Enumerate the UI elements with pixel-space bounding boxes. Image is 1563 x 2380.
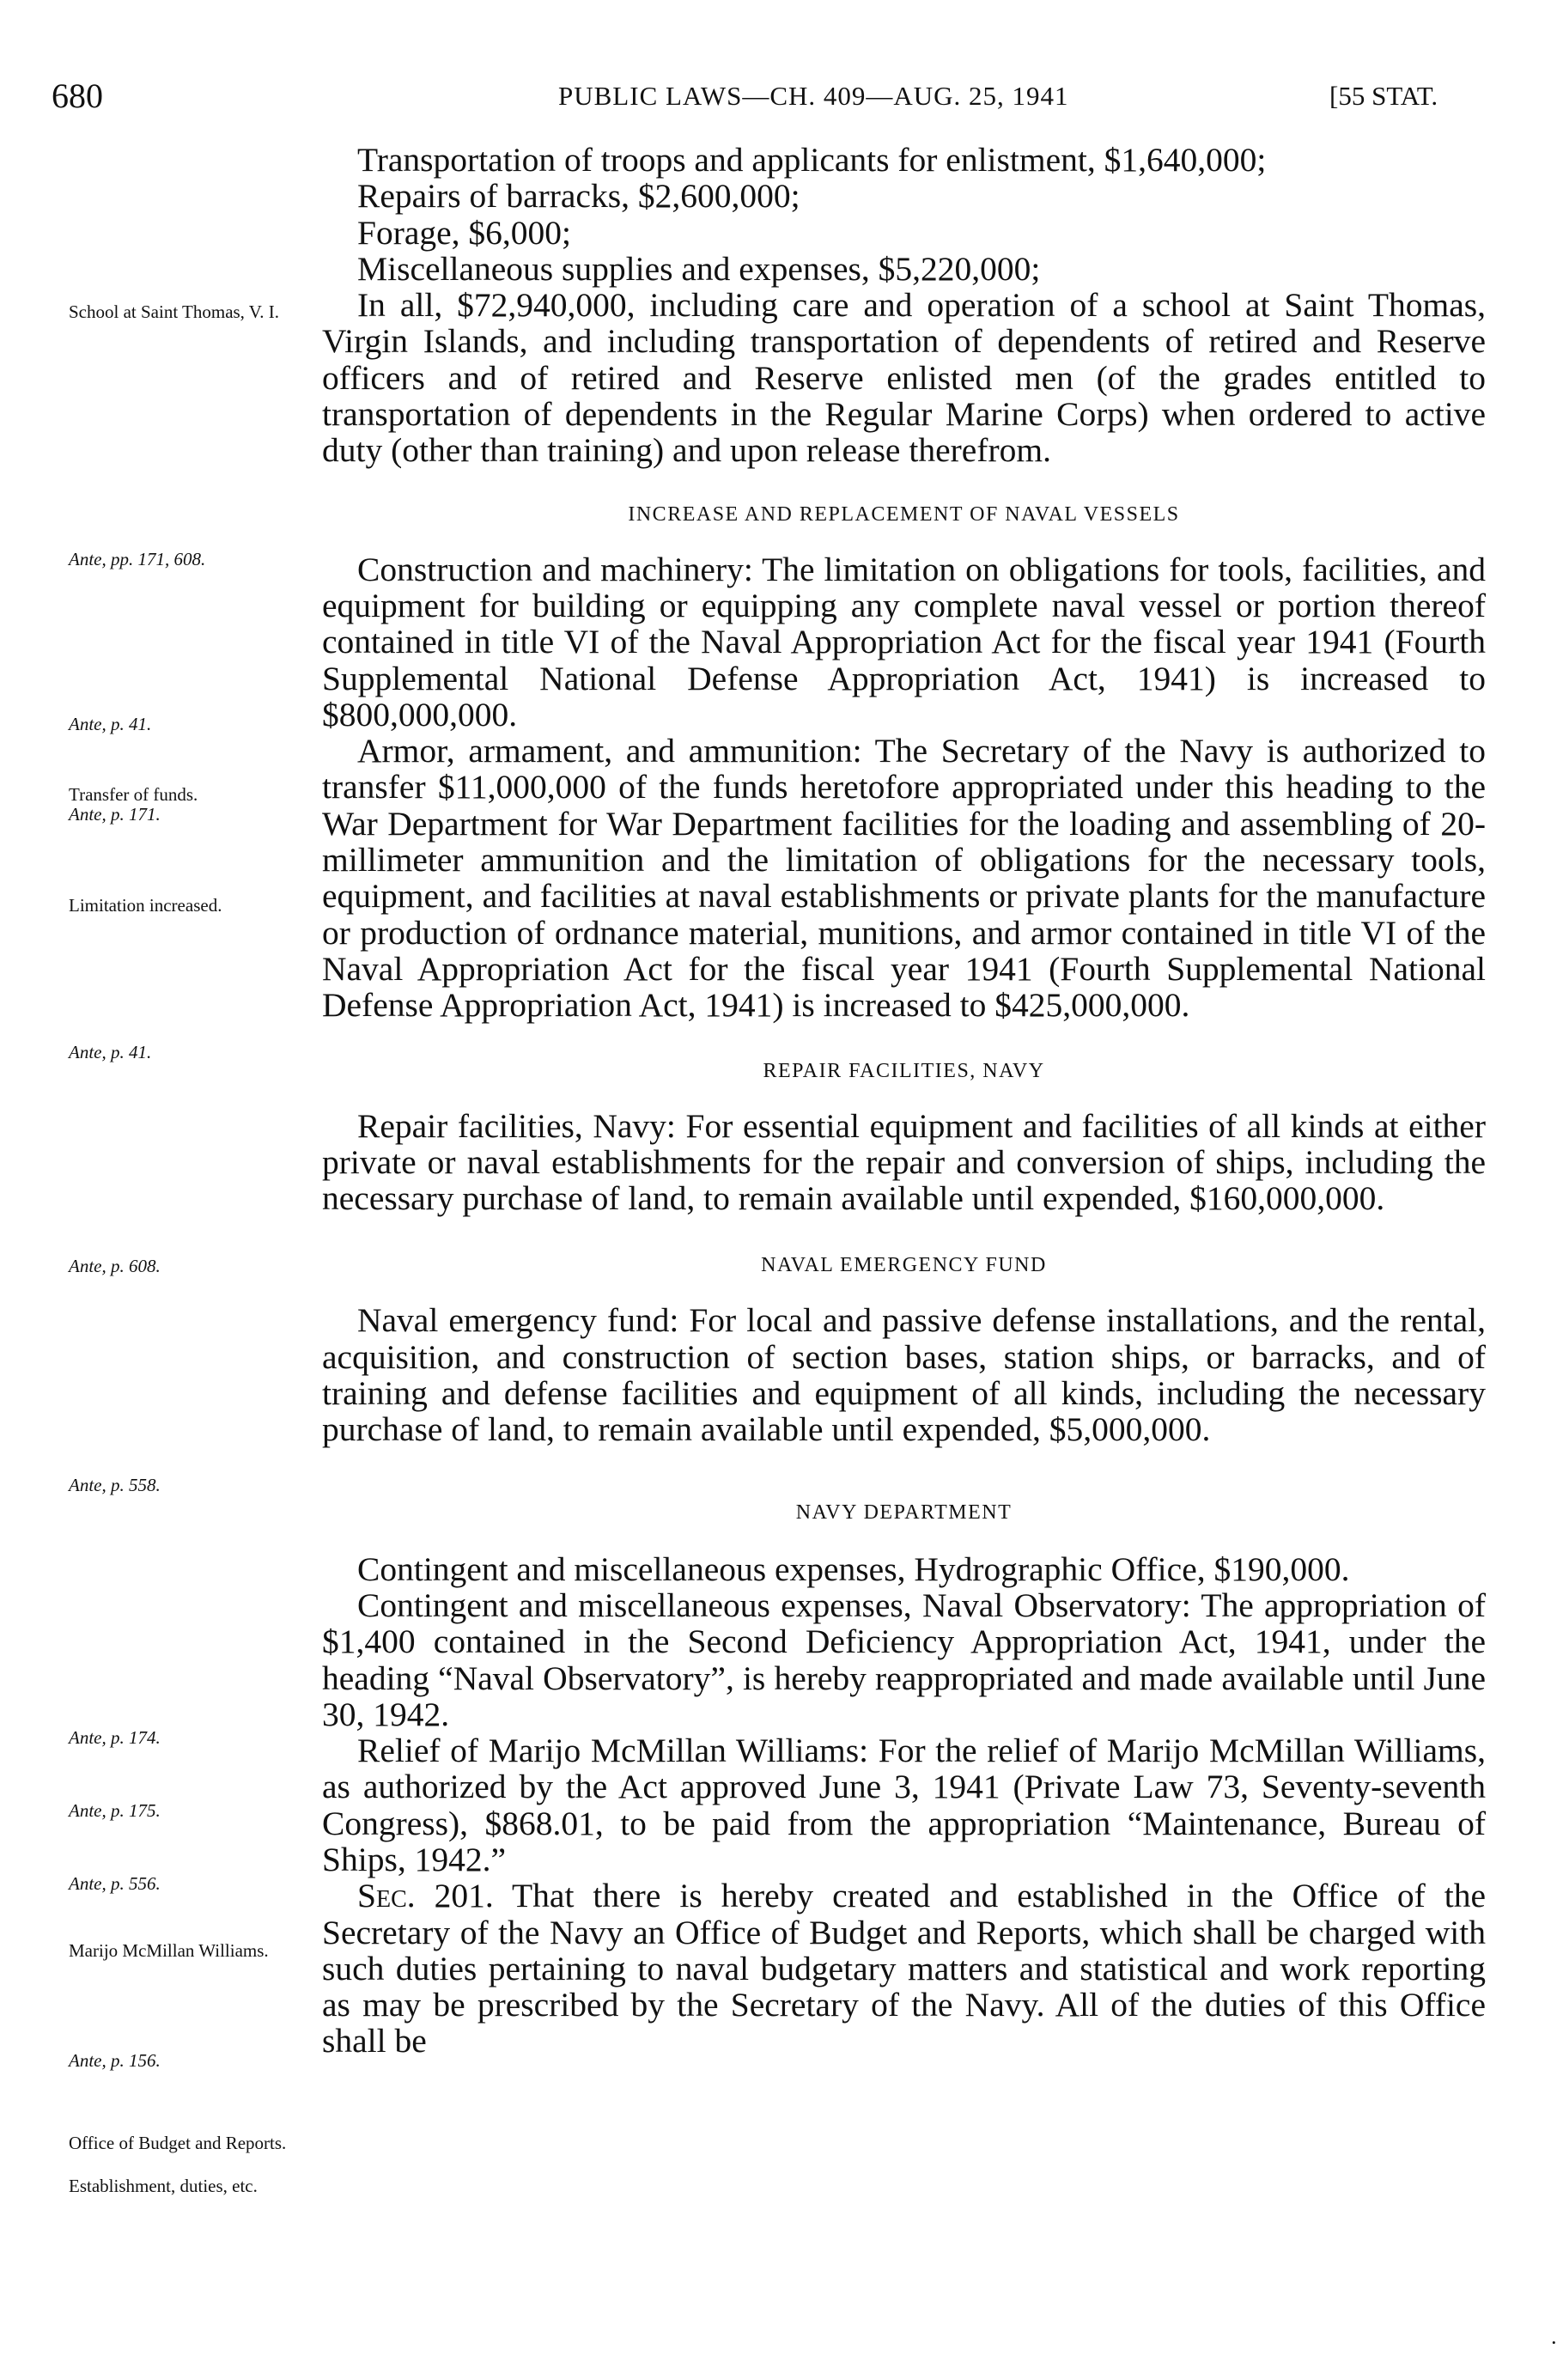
paragraph-repair-facilities: Repair facilities, Navy: For essential equipment and facilities of all kinds at either private or naval establishments for the repair and conversion of ships, including the necessary purchase of land, to remain available until expended, $160,000,000. [322,1106,1486,1218]
paragraph-misc-supplies: Miscellaneous supplies and expenses, $5,220,000; [357,249,1041,288]
margin-note: Ante, p. 175. [69,1800,161,1821]
margin-note: Transfer of funds. [69,784,198,805]
paragraph-observatory: Contingent and miscellaneous expenses, Naval Observatory: The appropriation of $1,400 contained in the Second Deficiency Appropriation Act, 1941, under the heading “Naval Observatory”, is hereby reappropriated and made available until June 30, 1942. [322,1586,1486,1733]
section-heading-repair-facilities: REPAIR FACILITIES, NAVY [763,1059,1045,1082]
margin-note: Ante, p. 41. [69,1042,152,1062]
paragraph-repairs-barracks: Repairs of barracks, $2,600,000; [357,177,800,216]
margin-note: Ante, p. 174. [69,1727,161,1748]
section-heading-naval-vessels: INCREASE AND REPLACEMENT OF NAVAL VESSELS [628,502,1180,526]
margin-note: Establishment, duties, etc. [69,2176,258,2196]
paragraph-hydrographic: Contingent and miscellaneous expenses, Hydrographic Office, $190,000. [357,1549,1350,1588]
paragraph-in-all: In all, $72,940,000, including care and operation of a school at Saint Thomas, Virgin Islands, and including transportation of dependents of retired and Reserve officers and of retired and Reserve enlisted men (of the grades entitled to transportation of dependents in the Regular Marine Corps) when ordered to active duty (other than training) and upon release therefrom. [322,286,1486,470]
section-heading-emergency-fund: NAVAL EMERGENCY FUND [761,1254,1047,1277]
paragraph-emergency-fund: Naval emergency fund: For local and passive defense installations, and the rental, acquisition, and construction of section bases, station ships, or barracks, and of training and defense facilities and equipment of all kinds, including the necessary purchase of land, to remain available until expended, $5,000,000. [322,1301,1486,1449]
margin-note: Ante, p. 558. [69,1475,161,1495]
page-number: 680 [52,76,103,115]
margin-note: Marijo McMillan Williams. [69,1940,269,1961]
page-header [0,76,1563,119]
margin-note: Ante, p. 156. [69,2050,161,2071]
section-heading-navy-department: NAVY DEPARTMENT [795,1500,1013,1524]
volume-reference: [55 STAT. [1329,81,1438,111]
margin-note: Ante, p. 41. [69,714,152,734]
margin-note: Office of Budget and Reports. [69,2133,287,2153]
paragraph-construction: Construction and machinery: The limitation on obligations for tools, facilities, and equipment for building or equipping any complete naval vessel or portion thereof contained in title VI of the Naval Appropriation Act for the fiscal year 1941 (Fourth Supplemental National Defense Appropriation Act, 1941) is increased to $800,000,000. [322,550,1486,733]
paragraph-relief-williams: Relief of Marijo McMillan Williams: For the relief of Marijo McMillan Williams, as authorized by the Act approved June 3, 1941 (Private Law 73, Seventy-seventh Congress), $868.01, to be paid from the appropriation “Maintenance, Bureau of Ships, 1942.” [322,1732,1486,1878]
running-head: PUBLIC LAWS—CH. 409—AUG. 25, 1941 [558,81,1069,111]
margin-note: Limitation increased. [69,895,222,916]
margin-note: Ante, pp. 171, 608. [69,549,206,569]
body-text [322,142,1486,2060]
paragraph-sec-201 [322,1878,1486,2059]
paragraph-armor: Armor, armament, and ammunition: The Secretary of the Navy is authorized to transfer $11,000,000 of the funds heretofore appropriated under this heading to the War Department for War Department facilities for the loading and assembling of 20-millimeter ammunition and the limitation of obligations for the necessary tools, equipment, and facilities at naval establishments or private plants for the manufacture or production of ordnance material, munitions, and armor contained in title VI of the Naval Appropriation Act for the fiscal year 1941 (Fourth Supplemental National Defense Appropriation Act, 1941) is increased to $425,000,000. [322,732,1486,1025]
stray-mark: · [1550,2330,1558,2355]
margin-note: School at Saint Thomas, V. I. [69,301,280,322]
paragraph-forage: Forage, $6,000; [357,213,572,252]
section-number: Sec. 201. [357,1877,494,1915]
paragraph-transportation: Transportation of troops and applicants for enlistment, $1,640,000; [357,141,1267,179]
margin-note: Ante, p. 556. [69,1873,161,1894]
margin-note: Ante, p. 608. [69,1256,161,1276]
section-text: That there is hereby created and established in the Office of the Secretary of the Navy an Office of Budget and Reports, which shall be charged with such duties pertaining to naval budgetary matters and statistical and work reporting as may be prescribed by the Secretary of the Navy. All of the duties of this Office shall be [322,1877,1486,2060]
margin-note: Ante, p. 171. [69,804,161,825]
